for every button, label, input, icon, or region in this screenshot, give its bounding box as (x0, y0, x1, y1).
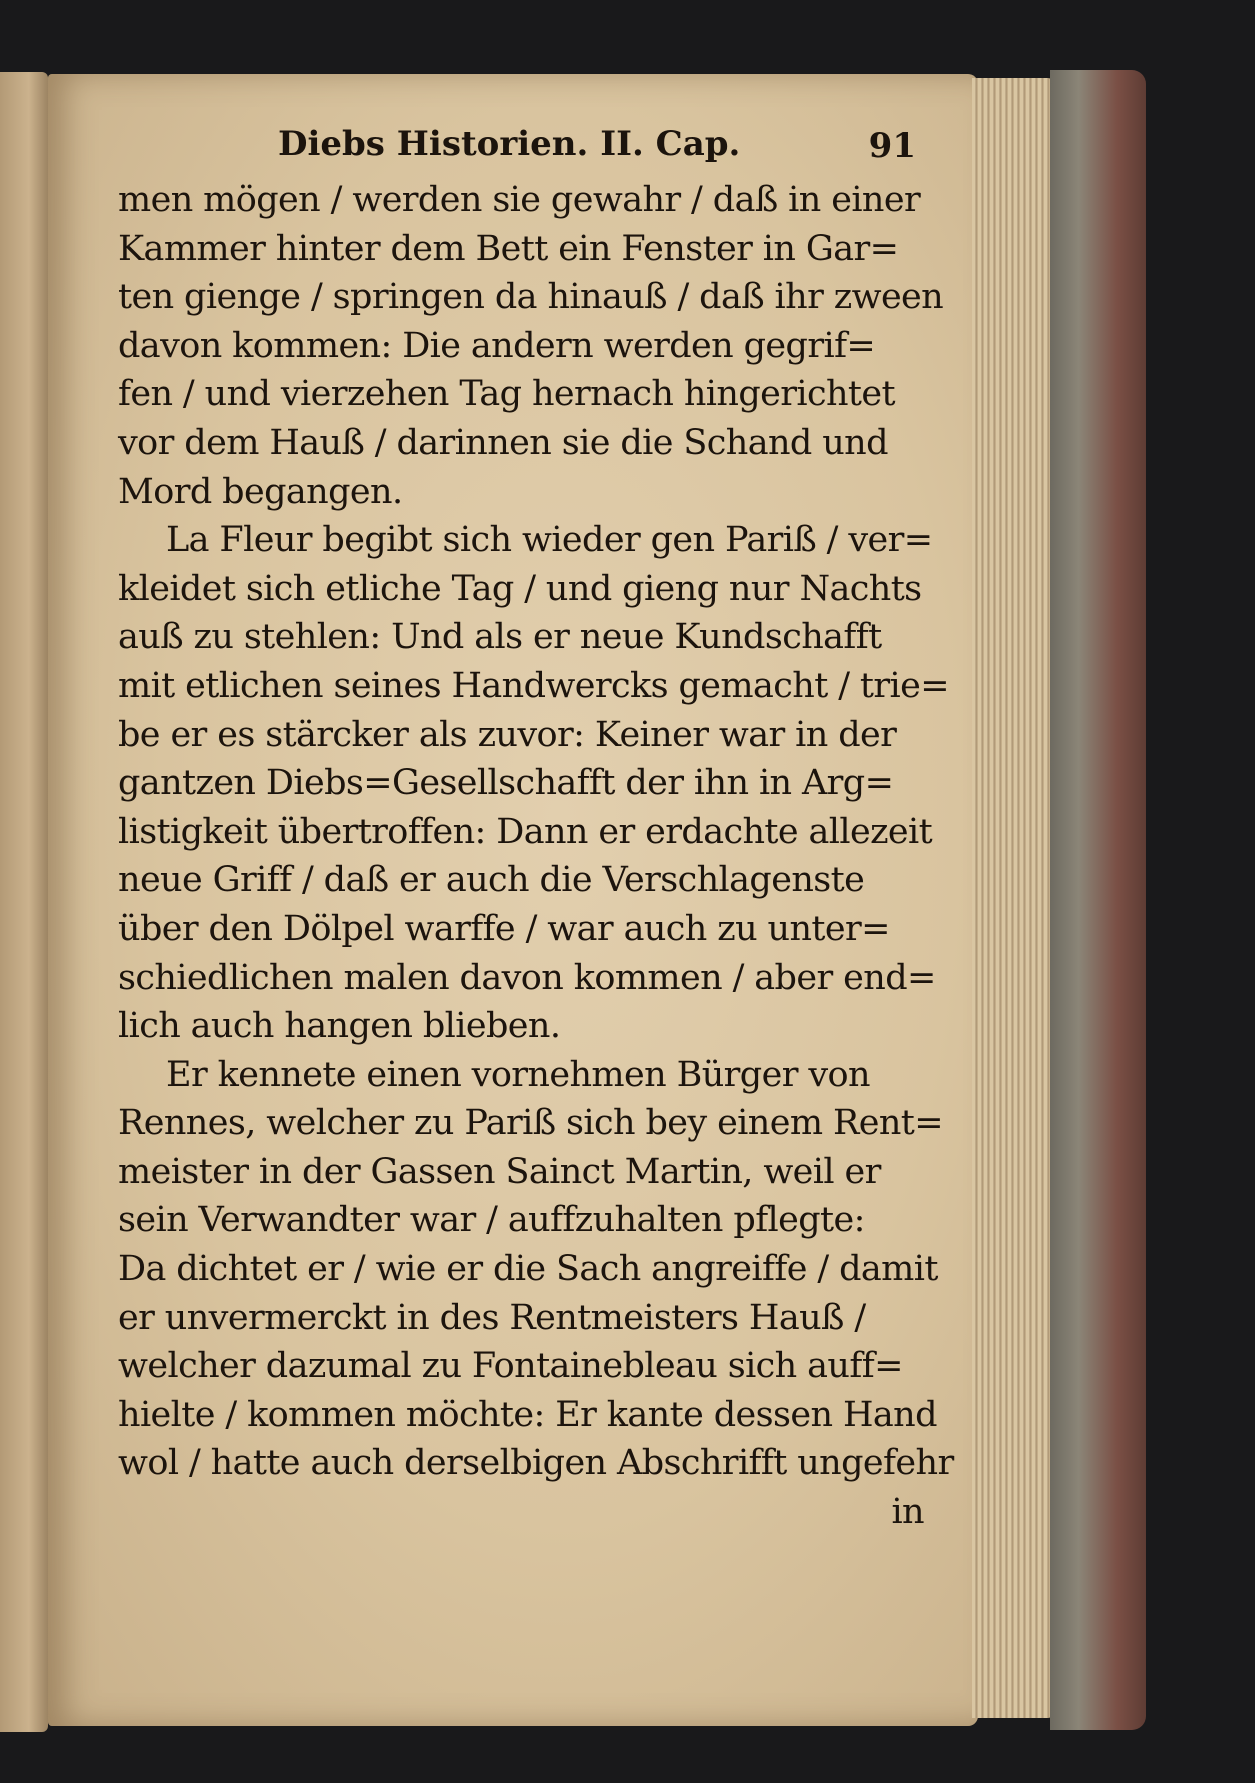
paragraph-start-line: Er kennete einen vornehmen Bürger von (166, 1054, 870, 1095)
text-line: ten gienge / springen da hinauß / daß ihr zween (118, 277, 944, 318)
running-head: Diebs Historien. II. Cap. (278, 124, 741, 164)
text-line: auß zu stehlen: Und als er neue Kundschafft (118, 617, 882, 658)
text-line: welcher dazumal zu Fontainebleau sich auff= (118, 1346, 903, 1387)
text-line: meister in der Gassen Sainct Martin, weil er (118, 1151, 881, 1192)
text-line: mit etlichen seines Handwercks gemacht / trie= (118, 665, 949, 706)
text-line: men mögen / werden sie gewahr / daß in einer (118, 180, 921, 220)
text-block (118, 118, 954, 1537)
text-line: fen / und vierzehen Tag hernach hingerichtet (118, 374, 895, 415)
text-line: lich auch hangen blieben. (118, 1006, 561, 1047)
text-line: davon kommen: Die andern werden gegrif= (118, 325, 876, 366)
text-line: Da dichtet er / wie er die Sach angreiffe / damit (118, 1249, 938, 1290)
text-line: gantzen Diebs=Gesellschafft der ihn in Arg= (118, 763, 894, 804)
page-edges (972, 78, 1052, 1718)
text-line: hielte / kommen möchte: Er kante dessen Hand (118, 1394, 937, 1435)
page-number: 91 (868, 126, 916, 166)
text-line: wol / hatte auch derselbigen Abschrifft ungefehr (118, 1443, 954, 1484)
page-header (118, 118, 938, 176)
book-cover (1050, 70, 1146, 1730)
text-line: sein Verwandter war / auffzuhalten pflegte: (118, 1200, 865, 1241)
text-line: schiedlichen malen davon kommen / aber end= (118, 957, 936, 998)
facing-page-edge (0, 72, 48, 1732)
catchword: in (891, 1492, 924, 1533)
text-line: vor dem Hauß / darinnen sie die Schand und (118, 422, 888, 463)
text-line: Mord begangen. (118, 471, 403, 512)
text-line: neue Griff / daß er auch die Verschlagenste (118, 860, 865, 901)
text-line: er unvermerckt in des Rentmeisters Hauß / (118, 1297, 866, 1338)
text-line: be er es stärcker als zuvor: Keiner war in der (118, 714, 897, 755)
text-line: über den Dölpel warffe / war auch zu unter= (118, 908, 890, 949)
text-line: kleidet sich etliche Tag / und gieng nur Nachts (118, 568, 922, 609)
text-line: Kammer hinter dem Bett ein Fenster in Gar= (118, 228, 899, 269)
paragraph-start-line: La Fleur begibt sich wieder gen Pariß / ver= (166, 520, 933, 561)
text-line: Rennes, welcher zu Pariß sich bey einem Rent= (118, 1103, 943, 1144)
text-line: listigkeit übertroffen: Dann er erdachte allezeit (118, 811, 933, 852)
